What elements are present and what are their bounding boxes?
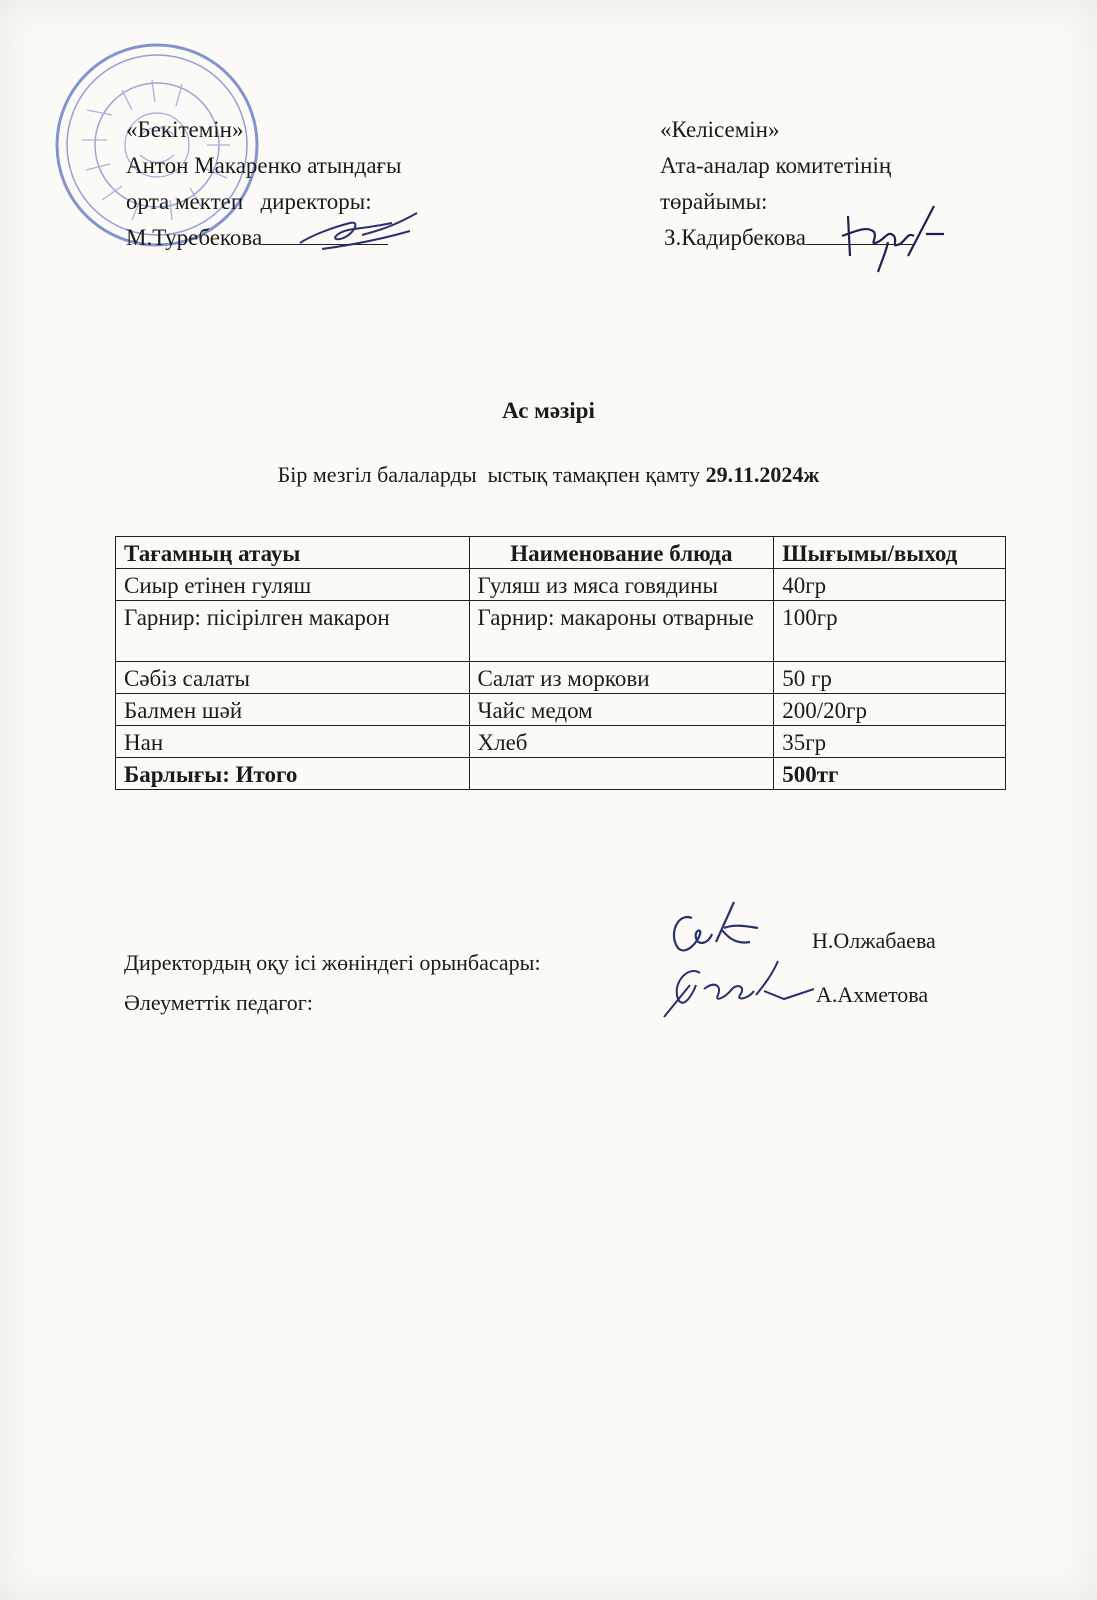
dish-yield: 200/20гр bbox=[774, 694, 1006, 726]
committee-name: Ата-аналар комитетінің bbox=[660, 153, 892, 178]
deputy-name: Н.Олжабаева bbox=[812, 928, 936, 953]
dish-russian: Гарнир: макароны отварные bbox=[469, 601, 774, 662]
dish-russian: Чайс медом bbox=[469, 694, 774, 726]
dish-kazakh: Гарнир: пісірілген макарон bbox=[116, 601, 470, 662]
table-header-row bbox=[116, 537, 1006, 569]
table-row bbox=[116, 569, 1006, 601]
dish-russian: Салат из моркови bbox=[469, 662, 774, 694]
table-row bbox=[116, 662, 1006, 694]
approval-heading: «Бекітемін» bbox=[126, 117, 244, 142]
dish-kazakh: Сиыр етінен гуляш bbox=[116, 569, 470, 601]
dish-kazakh: Сәбіз салаты bbox=[116, 662, 470, 694]
social-pedagogue-name: А.Ахметова bbox=[816, 982, 929, 1007]
table-row bbox=[116, 726, 1006, 758]
dish-kazakh: Балмен шәй bbox=[116, 694, 470, 726]
pedagogue-signature bbox=[660, 955, 820, 1025]
page-title: Ас мәзірі bbox=[502, 398, 595, 423]
dish-yield: 50 гр bbox=[774, 662, 1006, 694]
dish-yield: 35гр bbox=[774, 726, 1006, 758]
table-row bbox=[116, 694, 1006, 726]
deputy-signature bbox=[664, 898, 764, 962]
col-header-russian: Наименование блюда bbox=[469, 537, 774, 569]
school-name: Антон Макаренко атындағы bbox=[126, 153, 402, 178]
agreement-heading: «Келісемін» bbox=[660, 117, 780, 142]
dish-kazakh: Нан bbox=[116, 726, 470, 758]
chair-signature bbox=[838, 196, 948, 276]
chair-title: төрайымы: bbox=[660, 189, 768, 214]
director-name: М.Туребекова bbox=[126, 225, 263, 250]
table-row bbox=[116, 601, 1006, 662]
dish-russian: Хлеб bbox=[469, 726, 774, 758]
col-header-kazakh: Тағамның атауы bbox=[116, 537, 470, 569]
dish-russian: Гуляш из мяса говядины bbox=[469, 569, 774, 601]
table-total-row bbox=[116, 758, 1006, 790]
social-pedagogue-role: Әлеуметтік педагог: bbox=[124, 990, 313, 1015]
director-signature bbox=[292, 205, 432, 255]
menu-table bbox=[115, 536, 1006, 790]
page-subtitle bbox=[0, 462, 1097, 488]
total-value: 500тг bbox=[774, 758, 1006, 790]
col-header-yield: Шығымы/выход bbox=[774, 537, 1006, 569]
dish-yield: 40гр bbox=[774, 569, 1006, 601]
total-label: Барлығы: Итого bbox=[116, 758, 470, 790]
subtitle-text: Бір мезгіл балаларды ыстық тамақпен қамту bbox=[277, 462, 706, 487]
menu-date: 29.11.2024ж bbox=[705, 462, 820, 487]
director-title: орта мектеп директоры: bbox=[126, 189, 372, 214]
total-empty-cell bbox=[469, 758, 774, 790]
deputy-role: Директордың оқу ісі жөніндегі орынбасары: bbox=[124, 950, 541, 975]
chair-name: З.Кадирбекова bbox=[664, 225, 806, 250]
dish-yield: 100гр bbox=[774, 601, 1006, 662]
